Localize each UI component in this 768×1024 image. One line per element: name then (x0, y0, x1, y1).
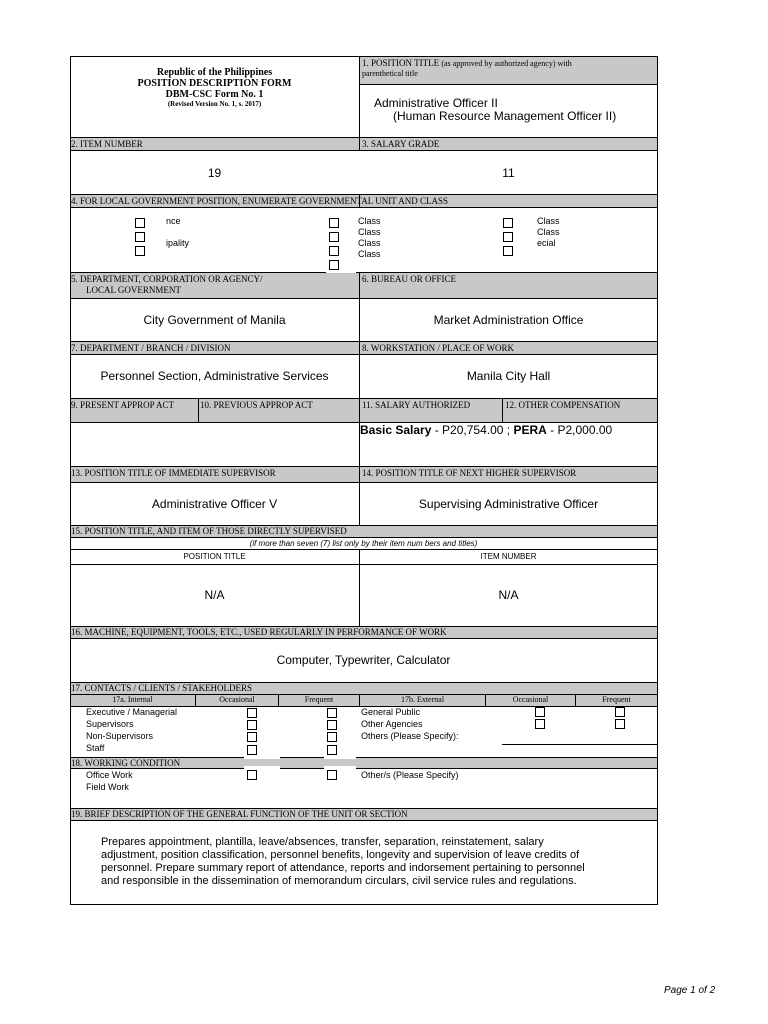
s14-label: 14. POSITION TITLE OF NEXT HIGHER SUPERVISOR (362, 468, 577, 478)
form-revision: (Revised Version No. 1, s. 2017) (167, 100, 262, 108)
s11-label: 11. SALARY AUTHORIZED (362, 400, 471, 410)
next-higher-supervisor-value: Supervising Administrative Officer (418, 497, 599, 511)
s4-checkbox-4[interactable] (329, 218, 339, 228)
position-title-parenthetical: (Human Resource Management Officer II) (393, 109, 617, 123)
s1-label-note: (as approved by authorized agency) with (441, 59, 572, 68)
s17b-header: 17b. External (400, 695, 445, 704)
function-line-3: personnel. Prepare summary report of attendance, reports and indorsement pertaining to personnel (101, 862, 585, 874)
position-title-value: Administrative Officer II (374, 96, 498, 110)
s5-label-line2: LOCAL GOVERNMENT (86, 285, 181, 295)
internal-2-frequent-checkbox[interactable] (327, 720, 337, 730)
s17b-occasional-header: Occasional (512, 695, 549, 704)
s16-label: 16. MACHINE, EQUIPMENT, TOOLS, ETC., USED REGULARLY IN PERFORMANCE OF WORK (71, 627, 447, 637)
s7-label: 7. DEPARTMENT / BRANCH / DIVISION (71, 343, 231, 353)
page-number: Page 1 of 2 (664, 985, 716, 996)
s1-label-note2: parenthetical title (362, 69, 418, 78)
form-title: POSITION DESCRIPTION FORM (137, 78, 292, 89)
external-item-3: Others (Please Specify): (361, 731, 459, 741)
s9-label: 9. PRESENT APPROP ACT (71, 400, 175, 410)
internal-2-occasional-checkbox[interactable] (247, 720, 257, 730)
s4-checkbox-5[interactable] (329, 232, 339, 242)
item-number-value: 19 (207, 166, 222, 180)
function-description (101, 836, 585, 888)
internal-item-1: Executive / Managerial (86, 707, 178, 717)
department-value: City Government of Manila (143, 313, 286, 327)
immediate-supervisor-value: Administrative Officer V (151, 497, 278, 511)
pera-value: - P2,000.00 (546, 423, 613, 437)
s4-label: 4. FOR LOCAL GOVERNMENT POSITION, ENUMERATE GOVERNMENTAL UNIT AND CLASS (71, 196, 449, 206)
s4-checkbox-6[interactable] (329, 246, 339, 256)
basic-salary-label: Basic Salary (360, 423, 432, 437)
supervised-item-value: N/A (498, 588, 519, 602)
salary-authorized-value (360, 423, 612, 437)
external-1-occasional-checkbox[interactable] (535, 707, 545, 717)
s17a-occasional-header: Occasional (219, 695, 255, 704)
form-number: DBM-CSC Form No. 1 (165, 89, 264, 100)
s15-note: (if more than seven (7) list only by their item num bers and titles) (249, 539, 478, 548)
internal-1-frequent-checkbox[interactable] (327, 708, 337, 718)
s5-label: 5. DEPARTMENT, CORPORATION OR AGENCY/ (71, 274, 263, 284)
s4-col2-item-4: Class (358, 249, 381, 259)
external-2-frequent-checkbox[interactable] (615, 719, 625, 729)
s4-checkbox-3[interactable] (135, 246, 145, 256)
s17a-header: 17a. Internal (112, 695, 153, 704)
internal-item-4: Staff (86, 743, 105, 753)
s12-label: 12. OTHER COMPENSATION (505, 400, 621, 410)
bureau-value: Market Administration Office (433, 313, 584, 327)
s4-checkbox-7[interactable] (329, 260, 339, 270)
s15-col2-header: ITEM NUMBER (480, 552, 537, 561)
pera-label: PERA (513, 423, 547, 437)
s10-label: 10. PREVIOUS APPROP ACT (200, 400, 313, 410)
s13-label: 13. POSITION TITLE OF IMMEDIATE SUPERVISOR (71, 468, 276, 478)
office-work-frequent-checkbox[interactable] (327, 770, 337, 780)
internal-item-3: Non-Supervisors (86, 731, 154, 741)
s17b-frequent-header: Frequent (602, 695, 631, 704)
working-condition-2: Field Work (86, 782, 129, 792)
s1-label: 1. POSITION TITLE (362, 58, 440, 68)
s4-col3-item-1: Class (537, 216, 560, 226)
s4-checkbox-1[interactable] (135, 218, 145, 228)
s4-col1-item-1: nce (166, 216, 181, 226)
s8-label: 8. WORKSTATION / PLACE OF WORK (362, 343, 514, 353)
s15-label: 15. POSITION TITLE, AND ITEM OF THOSE DIRECTLY SUPERVISED (71, 526, 347, 536)
s3-label: 3. SALARY GRADE (362, 139, 440, 149)
external-item-2: Other Agencies (361, 719, 423, 729)
s4-col3-item-3: ecial (537, 238, 556, 248)
form-republic: Republic of the Philippines (156, 67, 273, 78)
s4-checkbox-10[interactable] (503, 246, 513, 256)
s4-col2-item-2: Class (358, 227, 381, 237)
internal-3-occasional-checkbox[interactable] (247, 732, 257, 742)
function-line-2: adjustment, position classification, personnel benefits, longevity and supervision of leave credits of (101, 849, 580, 861)
s6-label: 6. BUREAU OR OFFICE (362, 274, 457, 284)
workstation-value: Manila City Hall (466, 369, 551, 383)
internal-4-frequent-checkbox[interactable] (327, 745, 337, 755)
working-condition-other: Other/s (Please Specify) (361, 770, 459, 780)
s4-checkbox-9[interactable] (503, 232, 513, 242)
s15-col1-header: POSITION TITLE (183, 552, 246, 561)
s18-label: 18. WORKING CONDITION (71, 758, 181, 768)
s17-label: 17. CONTACTS / CLIENTS / STAKEHOLDERS (71, 683, 253, 693)
division-value: Personnel Section, Administrative Services (100, 369, 329, 383)
s4-col1-item-2: ipality (166, 238, 190, 248)
s4-col2-item-1: Class (358, 216, 381, 226)
function-line-1: Prepares appointment, plantilla, leave/absences, transfer, separation, reinstatement, salary (101, 836, 544, 848)
internal-item-2: Supervisors (86, 719, 134, 729)
internal-1-occasional-checkbox[interactable] (247, 708, 257, 718)
function-line-4: and responsible in the dissemination of memorandum circulars, civil service rules and regulations. (101, 875, 577, 887)
internal-4-occasional-checkbox[interactable] (247, 745, 257, 755)
working-condition-1: Office Work (86, 770, 133, 780)
s17a-frequent-header: Frequent (304, 695, 334, 704)
s4-checkbox-8[interactable] (503, 218, 513, 228)
equipment-value: Computer, Typewriter, Calculator (276, 653, 451, 667)
basic-salary-value: - P20,754.00 ; (431, 423, 514, 437)
s2-label: 2. ITEM NUMBER (71, 139, 143, 149)
s19-label: 19. BRIEF DESCRIPTION OF THE GENERAL FUNCTION OF THE UNIT OR SECTION (71, 809, 408, 819)
s4-checkbox-2[interactable] (135, 232, 145, 242)
s4-col2-item-3: Class (358, 238, 381, 248)
external-item-1: General Public (361, 707, 421, 717)
external-2-occasional-checkbox[interactable] (535, 719, 545, 729)
external-1-frequent-checkbox[interactable] (615, 707, 625, 717)
s4-col3-item-2: Class (537, 227, 560, 237)
internal-3-frequent-checkbox[interactable] (327, 732, 337, 742)
salary-grade-value: 11 (502, 166, 515, 180)
supervised-position-value: N/A (204, 588, 225, 602)
office-work-occasional-checkbox[interactable] (247, 770, 257, 780)
